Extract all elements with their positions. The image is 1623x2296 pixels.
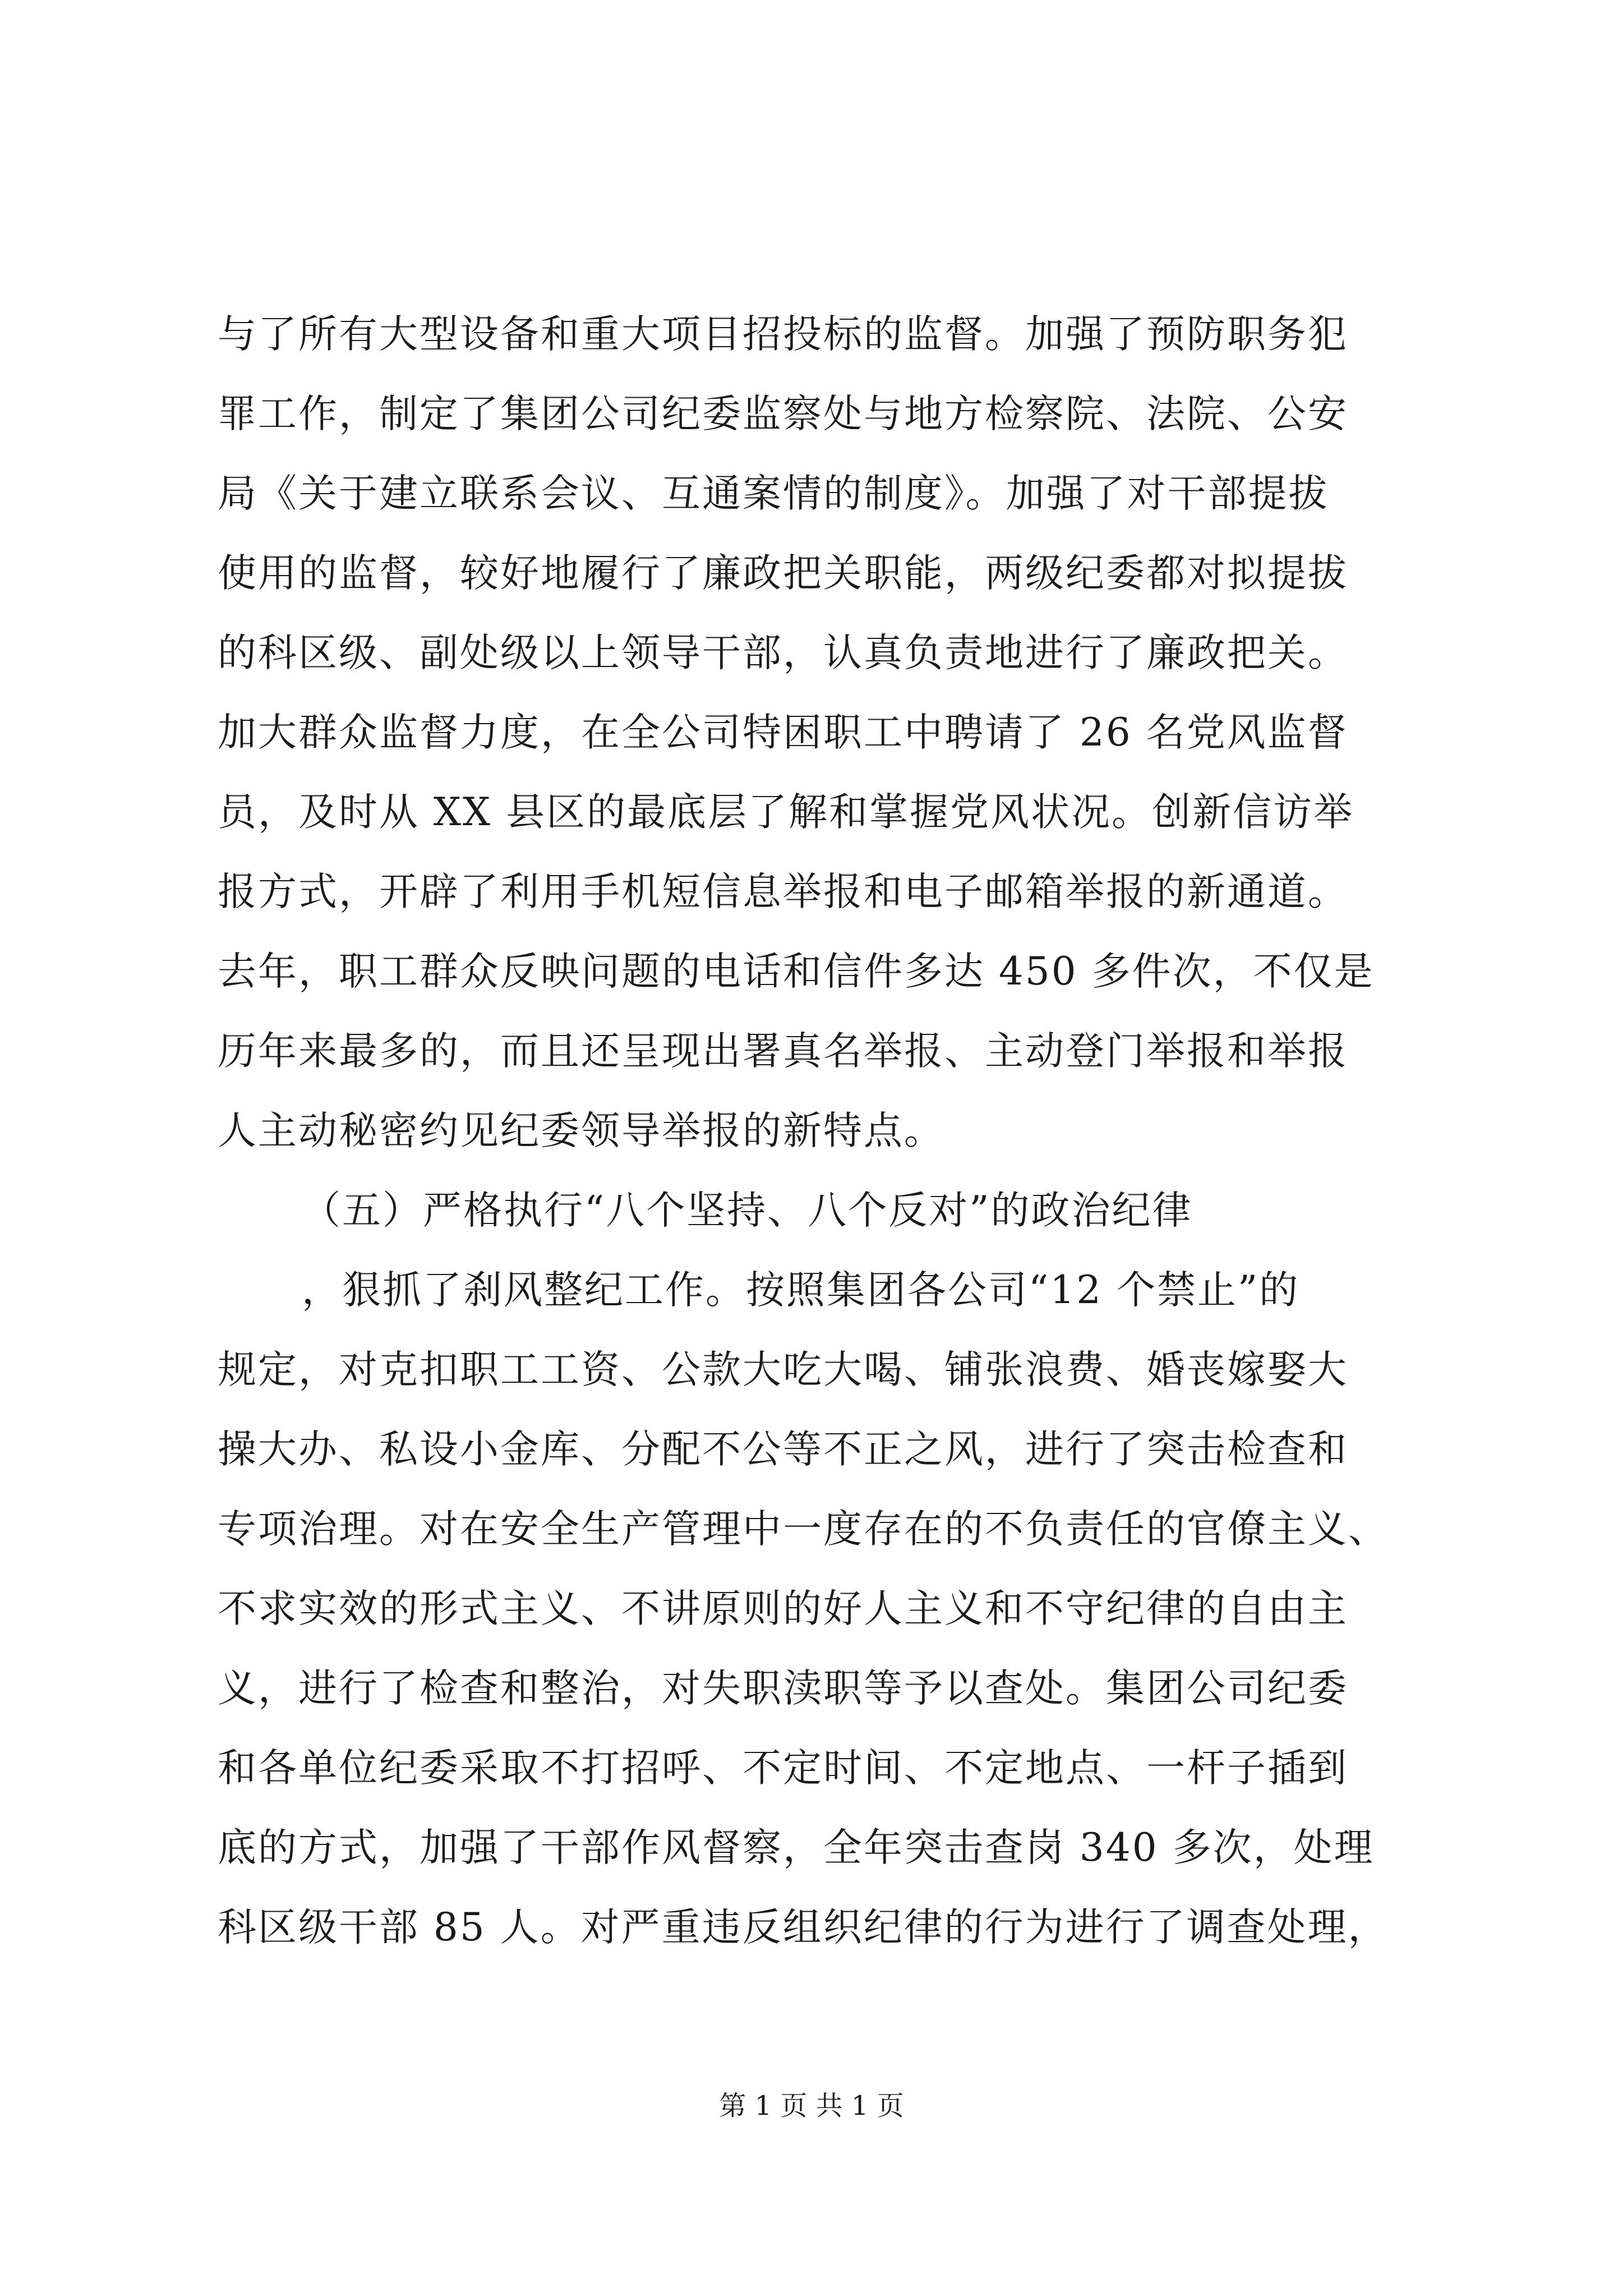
text-line: 使用的监督，较好地履行了廉政把关职能，两级纪委都对拟提拔 xyxy=(218,551,1348,596)
text-line: 加大群众监督力度，在全公司特困职工中聘请了 26 名党风监督 xyxy=(218,710,1348,755)
text-line: 和各单位纪委采取不打招呼、不定时间、不定地点、一杆子插到 xyxy=(218,1746,1348,1791)
text-line: 与了所有大型设备和重大项目招投标的监督。加强了预防职务犯 xyxy=(218,312,1348,357)
page-footer: 第 1 页 共 1 页 xyxy=(719,2090,904,2122)
text-line: 去年，职工群众反映问题的电话和信件多达 450 多件次，不仅是 xyxy=(218,949,1375,994)
text-line: 的科区级、副处级以上领导干部，认真负责地进行了廉政把关。 xyxy=(218,631,1348,675)
text-line: 历年来最多的，而且还呈现出署真名举报、主动登门举报和举报 xyxy=(218,1029,1348,1074)
text-line: 底的方式，加强了干部作风督察，全年突击查岗 340 多次，处理 xyxy=(218,1825,1375,1870)
text-line: 不求实效的形式主义、不讲原则的好人主义和不守纪律的自由主 xyxy=(218,1586,1348,1631)
text-line: 报方式，开辟了利用手机短信息举报和电子邮箱举报的新通道。 xyxy=(218,869,1348,914)
text-line: 员，及时从 XX 县区的最底层了解和掌握党风状况。创新信访举 xyxy=(218,790,1354,835)
section-heading: （五）严格执行“八个坚持、八个反对”的政治纪律 xyxy=(302,1188,1193,1233)
text-line: ，狠抓了刹风整纪工作。按照集团各公司“12 个禁止”的 xyxy=(302,1268,1300,1313)
text-line: 规定，对克扣职工工资、公款大吃大喝、铺张浪费、婚丧嫁娶大 xyxy=(218,1347,1348,1392)
text-line: 人主动秘密约见纪委领导举报的新特点。 xyxy=(218,1108,944,1153)
text-line: 专项治理。对在安全生产管理中一度存在的不负责任的官僚主义、 xyxy=(218,1507,1389,1552)
text-line: 罪工作，制定了集团公司纪委监察处与地方检察院、法院、公安 xyxy=(218,392,1348,436)
text-line: 科区级干部 85 人。对严重违反组织纪律的行为进行了调查处理， xyxy=(218,1905,1389,1950)
text-line: 操大办、私设小金库、分配不公等不正之风，进行了突击检查和 xyxy=(218,1427,1348,1472)
text-line: 义，进行了检查和整治，对失职渎职等予以查处。集团公司纪委 xyxy=(218,1666,1348,1711)
text-line: 局《关于建立联系会议、互通案情的制度》。加强了对干部提拔 xyxy=(218,471,1329,516)
